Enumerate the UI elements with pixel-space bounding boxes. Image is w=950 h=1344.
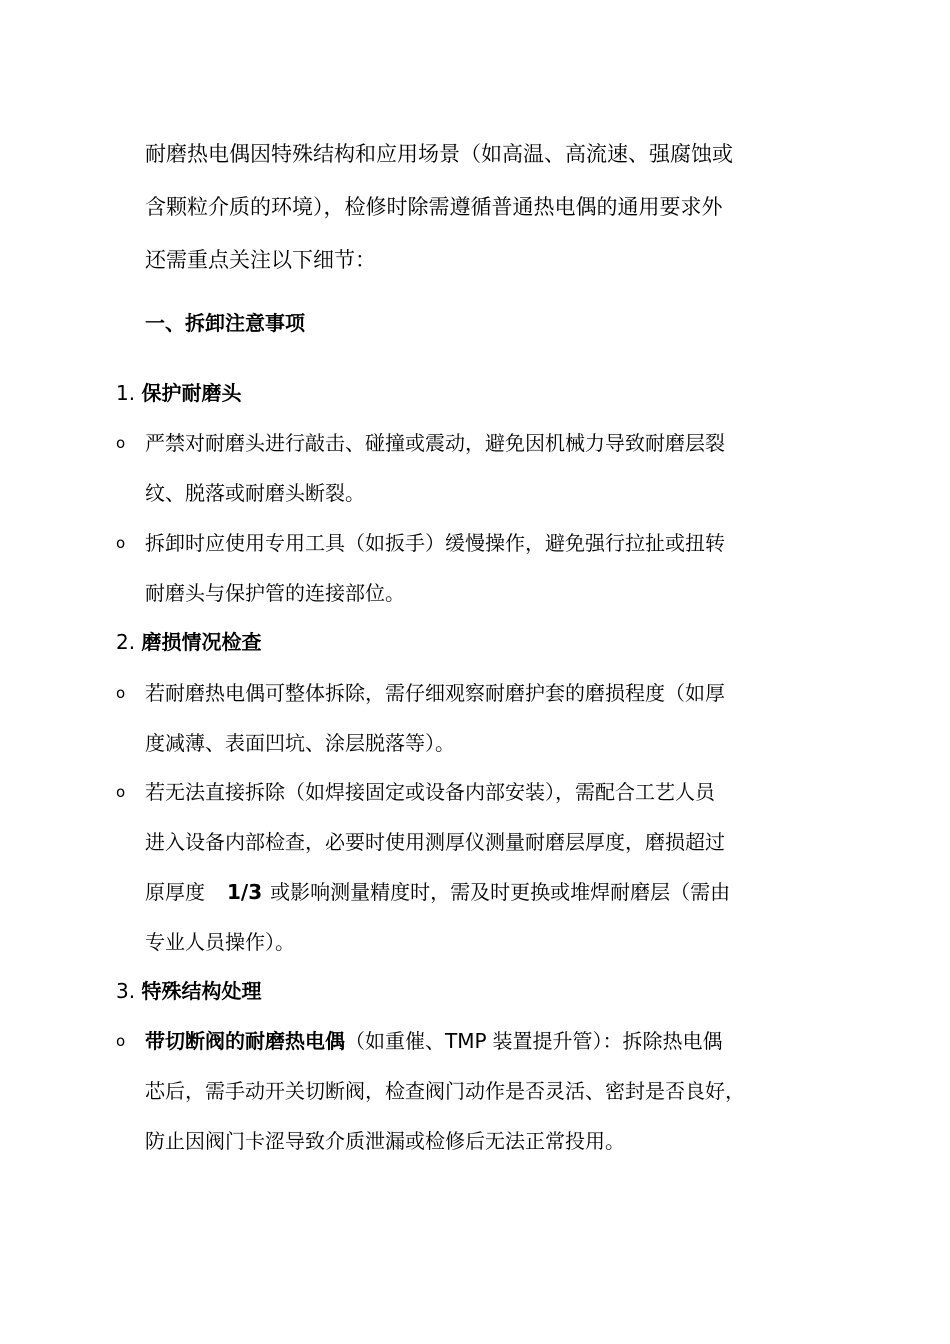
bullet-line: 耐磨头与保护管的连接部位。 [145, 581, 405, 605]
item-title: 特殊结构处理 [141, 979, 262, 1003]
item-title: 磨损情况检查 [141, 630, 262, 654]
item-title: 保护耐磨头 [141, 381, 242, 405]
intro-paragraph [145, 128, 825, 287]
intro-line: 含颗粒介质的环境），检修时除需遵循普通热电偶的通用要求外 [145, 195, 723, 219]
bullet-line: 拆卸时应使用专用工具（如扳手）缓慢操作，避免强行拉扯或扭转 [145, 531, 725, 555]
bullet-line: 纹、脱落或耐磨头断裂。 [145, 481, 365, 505]
bullet-text-segment: TMP [445, 1029, 487, 1053]
bullet-marker-icon: o [116, 1032, 126, 1050]
bullet-line: 防止因阀门卡涩导致介质泄漏或检修后无法正常投用。 [145, 1129, 625, 1153]
item-number: 2. [116, 630, 136, 654]
bullet-bold-term: 带切断阀的耐磨热电偶 [145, 1029, 345, 1053]
bullet-bold-value: 1/3 [227, 880, 263, 904]
item-heading-special-structure [116, 971, 261, 1011]
bullet-text-segment: 装置提升管）：拆除热电偶 [492, 1029, 723, 1053]
bullet-line: 芯后，需手动开关切断阀，检查阀门动作是否灵活、密封是否良好， [145, 1079, 745, 1103]
item-number: 3. [116, 979, 136, 1003]
bullet-line: 严禁对耐磨头进行敲击、碰撞或震动，避免因机械力导致耐磨层裂 [145, 431, 725, 455]
bullet-line [145, 1016, 815, 1066]
bullet-line: 若无法直接拆除（如焊接固定或设备内部安装），需配合工艺人员 [145, 780, 715, 804]
bullet-line: 度减薄、表面凹坑、涂层脱落等）。 [145, 731, 455, 755]
bullet-marker-icon: o [116, 684, 126, 702]
bullet-marker-icon: o [116, 534, 126, 552]
bullet-marker-icon: o [116, 434, 126, 452]
item-heading-protect-wear-head [116, 373, 241, 413]
bullet-text-segment: 或影响测量精度时，需及时更换或堆焊耐磨层（需由 [270, 880, 731, 904]
bullet-text [145, 418, 815, 518]
bullet-text [145, 518, 815, 618]
item-heading-wear-inspection [116, 622, 261, 662]
bullet-text [145, 668, 815, 768]
bullet-text [145, 1016, 815, 1166]
bullet-line: 若耐磨热电偶可整体拆除，需仔细观察耐磨护套的磨损程度（如厚 [145, 681, 725, 705]
intro-line: 还需重点关注以下细节： [145, 248, 376, 272]
bullet-text-segment: 原厚度 [145, 880, 205, 904]
bullet-line [145, 867, 815, 917]
bullet-text [145, 767, 815, 967]
section-heading-disassembly: 一、拆卸注意事项 [145, 311, 305, 335]
bullet-text-segment: （如重催、 [345, 1029, 445, 1053]
item-number: 1. [116, 381, 136, 405]
bullet-line: 进入设备内部检查，必要时使用测厚仪测量耐磨层厚度，磨损超过 [145, 830, 725, 854]
intro-line: 耐磨热电偶因特殊结构和应用场景（如高温、高流速、强腐蚀或 [145, 142, 733, 166]
bullet-line: 专业人员操作）。 [145, 930, 295, 954]
bullet-marker-icon: o [116, 783, 126, 801]
